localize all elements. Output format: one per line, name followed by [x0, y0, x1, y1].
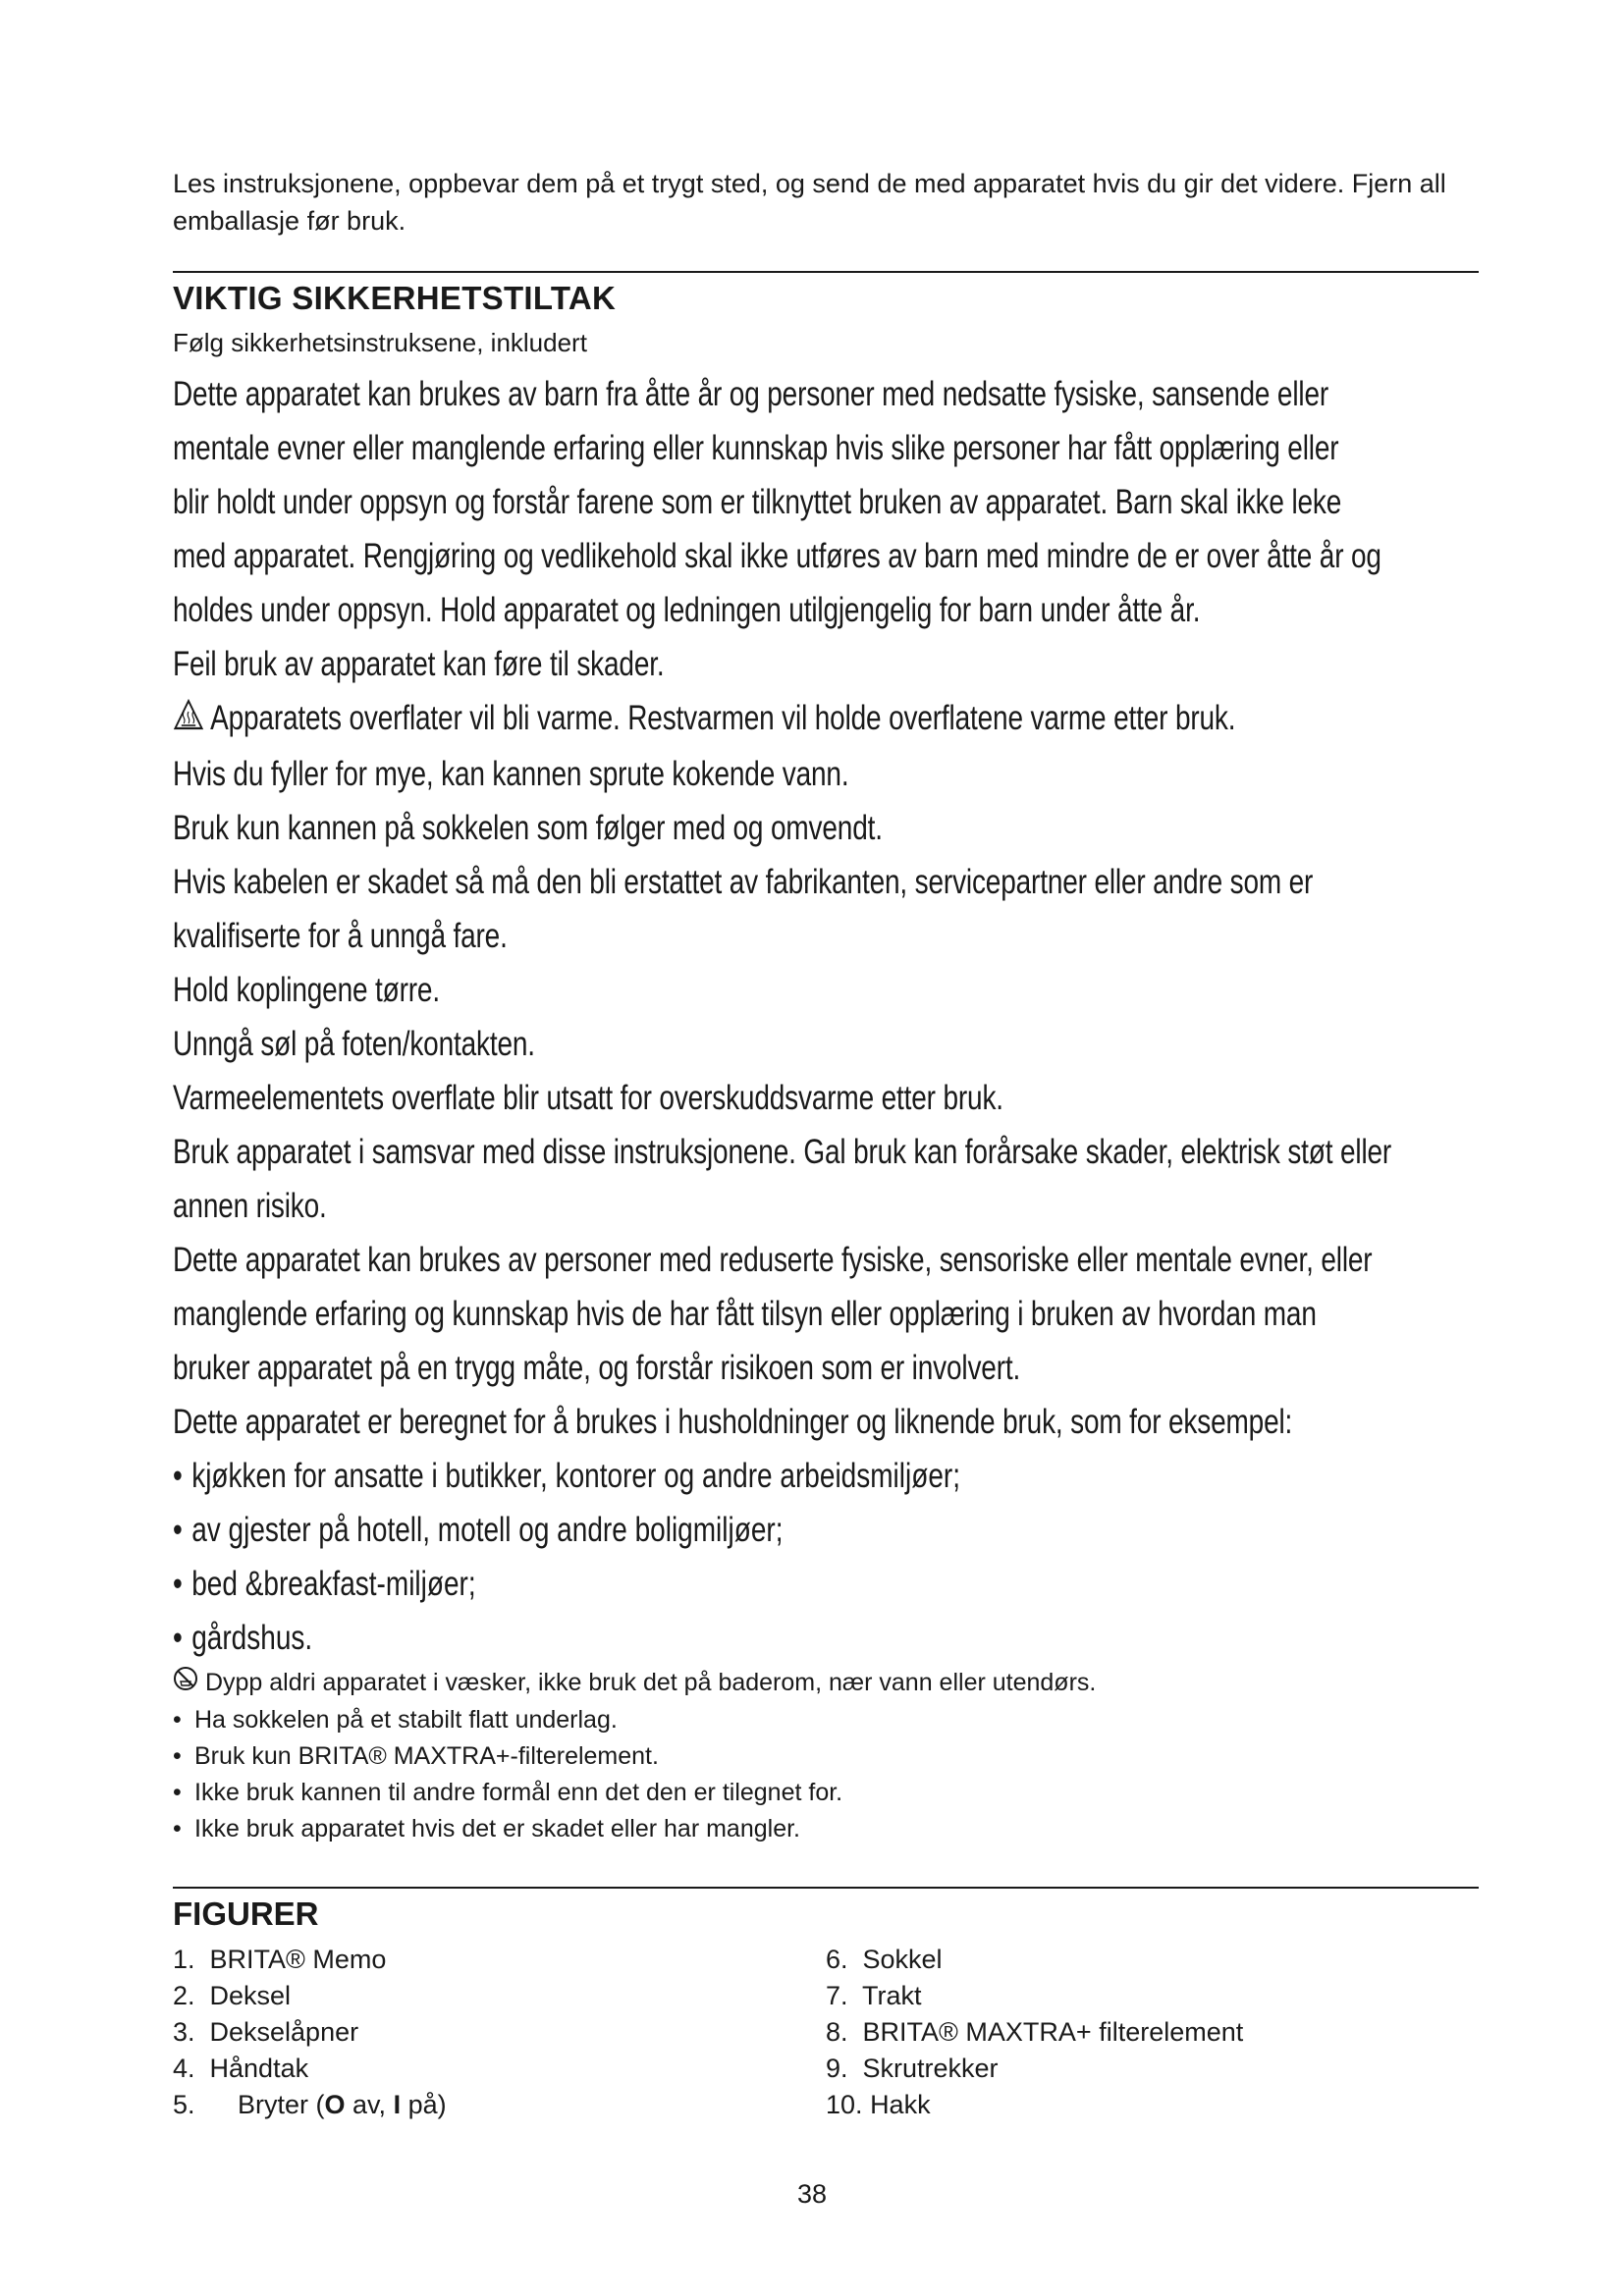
section-divider — [173, 271, 1479, 273]
safety-heading: VIKTIG SIKKERHETSTILTAK — [173, 280, 617, 316]
intro-text: Les instruksjonene, oppbevar dem på et trygt sted, og send de med apparatet hvis du gir det videre. Fjern all emballasje før bruk. — [173, 169, 1446, 236]
immerse-warning-line — [173, 1665, 1479, 1702]
misuse-warning: Feil bruk av apparatet kan føre til skader. — [173, 645, 665, 683]
household-list-item: • gårdshus. — [173, 1611, 1469, 1665]
safety-subtitle: Følg sikkerhetsinstruksene, inkludert — [173, 328, 587, 357]
cable-warning: Hvis kabelen er skadet så må den bli erstattet av fabrikanten, servicepartner eller andre som er — [173, 863, 1314, 902]
figurer-column-left — [173, 1942, 826, 2123]
figurer-item: 10. Hakk — [826, 2090, 931, 2120]
bullet: • — [173, 1565, 183, 1604]
dry-connectors: Hold koplingene tørre. — [173, 971, 440, 1010]
household-use: Dette apparatet er beregnet for å brukes i husholdninger og liknende bruk, som for eksempel: — [173, 1403, 1293, 1442]
page-number: 38 — [796, 2179, 828, 2209]
small-list-item: • Bruk kun BRITA® MAXTRA+-filterelement. — [173, 1738, 1479, 1775]
bullet: • — [173, 1619, 183, 1658]
hot-surface-warning-icon — [173, 693, 204, 747]
do-not-immerse-icon — [173, 1666, 198, 1702]
bullet: • — [173, 1779, 182, 1807]
safety-line: mentale evner eller manglende erfaring eller kunnskap hvis slike personer har fått opplæring eller — [173, 429, 1339, 467]
household-list-item: • av gjester på hotell, motell og andre boligmiljøer; — [173, 1503, 1469, 1557]
safety-line: holdes under oppsyn. Hold apparatet og ledningen utilgjengelig for barn under åtte år. — [173, 591, 1201, 629]
figurer-item: 4. Håndtak — [173, 2054, 309, 2084]
safety-line: blir holdt under oppsyn og forstår farene som er tilknyttet bruken av apparatet. Barn skal ikke leke — [173, 483, 1342, 521]
figurer-item: 7. Trakt — [826, 1981, 922, 2011]
hot-surface-text: Apparatets overflater vil bli varme. Restvarmen vil holde overflatene varme etter bruk. — [210, 699, 1236, 737]
figurer-item: 3. Dekselåpner — [173, 2017, 359, 2048]
overfill-warning: Hvis du fyller for mye, kan kannen sprute kokende vann. — [173, 755, 849, 794]
reduced-abilities: manglende erfaring og kunnskap hvis de har fått tilsyn eller opplæring i bruken av hvordan man — [173, 1295, 1317, 1334]
figurer-item: 2. Deksel — [173, 1981, 292, 2011]
base-only-warning: Bruk kun kannen på sokkelen som følger med og omvendt. — [173, 809, 883, 848]
bullet: • — [173, 1511, 183, 1550]
reduced-abilities: bruker apparatet på en trygg måte, og forstår risikoen som er involvert. — [173, 1349, 1021, 1388]
heating-element-warning: Varmeelementets overflate blir utsatt for overskuddsvarme etter bruk. — [173, 1079, 1003, 1118]
manual-page — [173, 165, 1479, 2123]
safety-paragraph-children — [173, 367, 1479, 637]
immerse-warning-text: Dypp aldri apparatet i væsker, ikke bruk det på baderom, nær vann eller utendørs. — [204, 1669, 1097, 1697]
reduced-abilities: Dette apparatet kan brukes av personer med reduserte fysiske, sensoriske eller mentale evner, eller — [173, 1241, 1373, 1280]
figurer-item: 9. Skrutrekker — [826, 2054, 999, 2084]
figurer-item: 6. Sokkel — [826, 1945, 943, 1975]
cable-warning: kvalifiserte for å unngå fare. — [173, 917, 508, 956]
figurer-item-switch: 5. Bryter (O av, I på) — [173, 2090, 447, 2120]
figurer-item: 1. BRITA® Memo — [173, 1945, 387, 1975]
figurer-heading: FIGURER — [173, 1896, 319, 1933]
small-list-item: • Ikke bruk apparatet hvis det er skadet eller har mangler. — [173, 1811, 1479, 1847]
bullet: • — [173, 1706, 182, 1735]
small-list-item: • Ikke bruk kannen til andre formål enn det den er tilegnet for. — [173, 1775, 1479, 1811]
safety-line: Dette apparatet kan brukes av barn fra åtte år og personer med nedsatte fysiske, sansende eller — [173, 375, 1329, 413]
figurer-list — [173, 1942, 1479, 2123]
household-list-item: • kjøkken for ansatte i butikker, kontorer og andre arbeidsmiljøer; — [173, 1449, 1469, 1503]
hot-surface-line — [173, 691, 1469, 747]
section-divider — [173, 1887, 1479, 1889]
no-spill: Unngå søl på foten/kontakten. — [173, 1025, 535, 1064]
bullet: • — [173, 1742, 182, 1771]
small-list-item: • Ha sokkelen på et stabilt flatt underlag. — [173, 1702, 1479, 1738]
figurer-item: 8. BRITA® MAXTRA+ filterelement — [826, 2017, 1244, 2048]
safety-line: med apparatet. Rengjøring og vedlikehold skal ikke utføres av barn med mindre de er over åtte år og — [173, 537, 1381, 575]
bullet: • — [173, 1457, 183, 1496]
figurer-column-right — [826, 1942, 1479, 2123]
bullet: • — [173, 1815, 182, 1843]
use-instructions: Bruk apparatet i samsvar med disse instruksjonene. Gal bruk kan forårsake skader, elektrisk støt eller — [173, 1133, 1392, 1172]
household-list-item: • bed &breakfast-miljøer; — [173, 1557, 1469, 1611]
use-instructions: annen risiko. — [173, 1187, 327, 1226]
